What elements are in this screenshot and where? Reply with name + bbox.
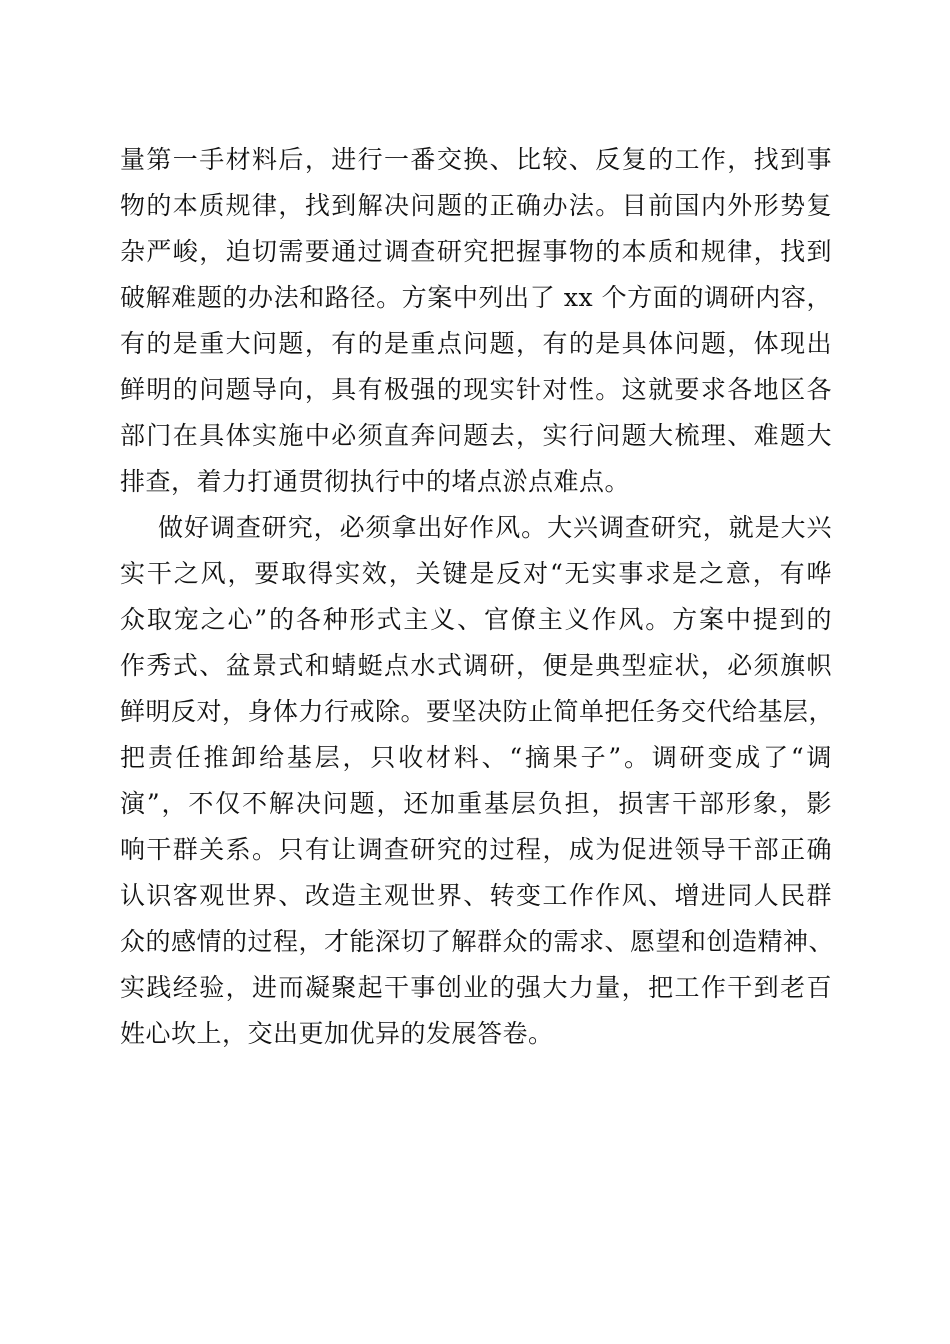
paragraph-2-line-3: 众取宠之心”的各种形式主义、官僚主义作风。方案中提到的 bbox=[120, 605, 832, 634]
paragraph-1-line-8: 排查，着力打通贯彻执行中的堵点淤点难点。 bbox=[120, 467, 631, 496]
paragraph-2-line-12: 姓心坎上，交出更加优异的发展答卷。 bbox=[120, 1019, 554, 1048]
paragraph-1-line-7: 部门在具体实施中必须直奔问题去，实行问题大梳理、难题大 bbox=[120, 421, 832, 450]
paragraph-2-line-6: 把责任推卸给基层，只收材料、“摘果子”。调研变成了“调 bbox=[120, 743, 832, 772]
paragraph-1-line-2: 物的本质规律，找到解决问题的正确办法。目前国内外形势复 bbox=[120, 191, 832, 220]
paragraph-2-line-10: 众的感情的过程，才能深切了解群众的需求、愿望和创造精神、 bbox=[120, 927, 835, 956]
paragraph-1-line-1: 量第一手材料后，进行一番交换、比较、反复的工作，找到事 bbox=[120, 145, 832, 174]
paragraph-2-line-1: 做好调查研究，必须拿出好作风。大兴调查研究，就是大兴 bbox=[158, 513, 832, 542]
paragraph-2-line-2: 实干之风，要取得实效，关键是反对“无实事求是之意，有哗 bbox=[120, 559, 832, 588]
paragraph-2-line-7: 演”，不仅不解决问题，还加重基层负担，损害干部形象，影 bbox=[120, 789, 832, 818]
paragraph-2-line-5: 鲜明反对，身体力行戒除。要坚决防止简单把任务交代给基层， bbox=[120, 697, 835, 726]
paragraph-1-line-6: 鲜明的问题导向，具有极强的现实针对性。这就要求各地区各 bbox=[120, 375, 832, 404]
paragraph-2-line-8: 响干群关系。只有让调查研究的过程，成为促进领导干部正确 bbox=[120, 835, 832, 864]
paragraph-1-line-3: 杂严峻，迫切需要通过调查研究把握事物的本质和规律，找到 bbox=[120, 237, 832, 266]
paragraph-2-line-9: 认识客观世界、改造主观世界、转变工作作风、增进同人民群 bbox=[120, 881, 832, 910]
paragraph-1-line-4: 破解难题的办法和路径。方案中列出了 xx 个方面的调研内容， bbox=[120, 283, 832, 312]
paragraph-2-line-4: 作秀式、盆景式和蜻蜓点水式调研，便是典型症状，必须旗帜 bbox=[120, 651, 832, 680]
paragraph-1-line-5: 有的是重大问题，有的是重点问题，有的是具体问题，体现出 bbox=[120, 329, 832, 358]
paragraph-2-line-11: 实践经验，进而凝聚起干事创业的强大力量，把工作干到老百 bbox=[120, 973, 832, 1002]
